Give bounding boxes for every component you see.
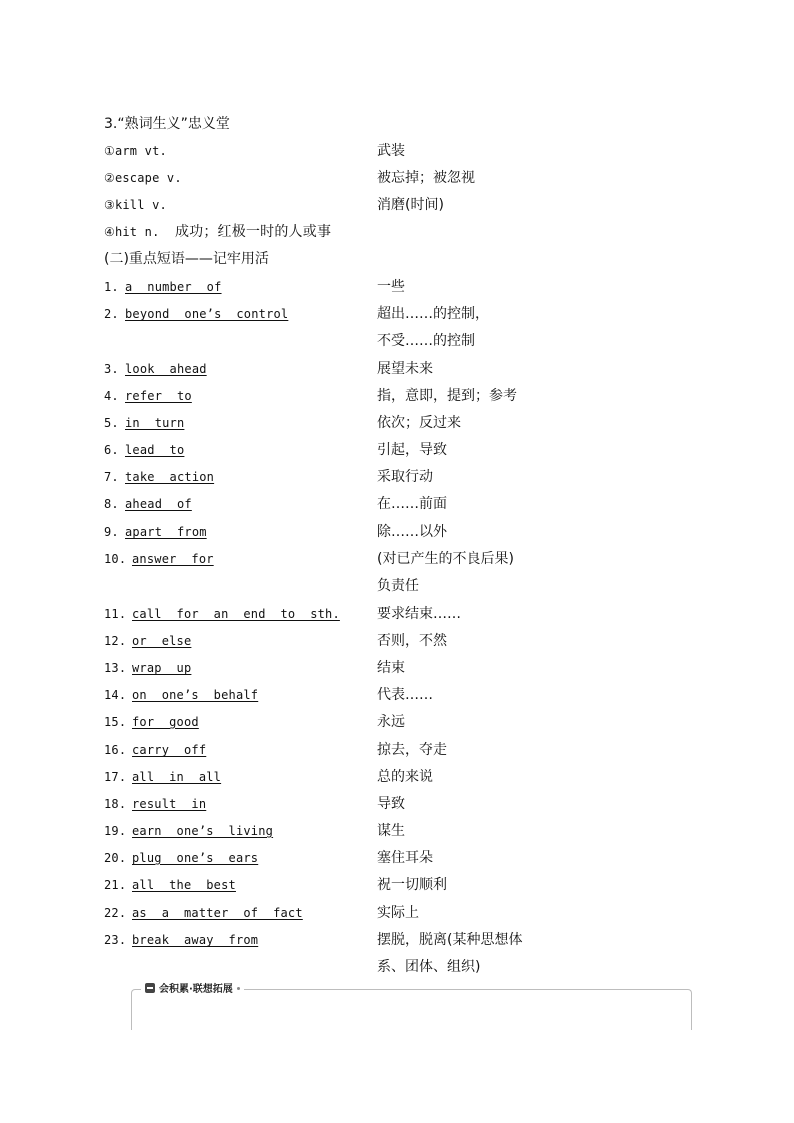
phrase-number: 6. (104, 443, 119, 457)
phrase-meaning: 祝一切顺利 (377, 877, 447, 893)
phrase-text: call for an end to sth. (132, 607, 340, 621)
phrase-number: 9. (104, 525, 119, 539)
phrase-number: 11. (104, 607, 127, 621)
phrase-text: beyond one’s control (125, 307, 289, 321)
dot-icon (237, 987, 240, 990)
phrase-meaning: 掠去，夺走 (377, 742, 447, 758)
phrase-number: 8. (104, 497, 119, 511)
phrase-meaning: 否则，不然 (377, 633, 447, 649)
phrase-number: 16. (104, 743, 127, 757)
phrase-meaning: 结束 (377, 660, 405, 676)
phrase-row (104, 874, 236, 896)
phrase-number: 10. (104, 552, 127, 566)
section3-title: 3.“熟词生义”忠义堂 (104, 116, 230, 132)
phrase-row (104, 385, 192, 407)
phrase-row (104, 303, 288, 325)
phrase-meaning: 系、团体、组织) (377, 959, 481, 975)
word-item-meaning: 被忘掉；被忽视 (377, 170, 475, 186)
phrase-text: look ahead (125, 362, 207, 376)
phrase-row (104, 739, 206, 761)
phrase-number: 20. (104, 851, 127, 865)
phrase-meaning: 采取行动 (377, 469, 433, 485)
phrase-text: all in all (132, 770, 222, 784)
phrase-row (104, 630, 191, 652)
word-item-text: ③kill v. (104, 198, 167, 212)
phrase-row (104, 929, 258, 951)
word-item-4 (104, 221, 331, 243)
phrase-text: or else (132, 634, 192, 648)
word-item-meaning: 成功；红极一时的人或事 (174, 224, 332, 240)
phrase-row (104, 439, 184, 461)
phrase-row (104, 276, 222, 298)
phrase-number: 14. (104, 688, 127, 702)
phrase-meaning: 谋生 (377, 823, 405, 839)
phrase-meaning: 导致 (377, 796, 405, 812)
phrase-text: wrap up (132, 661, 192, 675)
phrase-row (104, 521, 207, 543)
phrase-text: plug one’s ears (132, 851, 259, 865)
phrase-row (104, 902, 303, 924)
phrase-row (104, 684, 258, 706)
phrase-meaning: 要求结束…… (377, 606, 461, 622)
word-item-2 (104, 167, 182, 189)
phrase-text: all the best (132, 878, 236, 892)
phrase-row (104, 493, 192, 515)
phrase-meaning: 代表…… (377, 687, 433, 703)
phrase-text: earn one’s living (132, 824, 274, 838)
expansion-box-title (141, 982, 244, 998)
phrase-number: 1. (104, 280, 119, 294)
phrase-text: carry off (132, 743, 207, 757)
word-item-meaning: 消磨(时间) (377, 197, 444, 213)
phrase-text: on one’s behalf (132, 688, 259, 702)
phrase-number: 12. (104, 634, 127, 648)
phrase-meaning: 展望未来 (377, 361, 433, 377)
phrase-number: 21. (104, 878, 127, 892)
phrase-number: 2. (104, 307, 119, 321)
phrase-text: answer for (132, 552, 214, 566)
phrase-text: refer to (125, 389, 192, 403)
word-item-text: ④hit n. (104, 225, 160, 239)
phrase-meaning: 指，意即，提到；参考 (377, 388, 517, 404)
phrase-number: 5. (104, 416, 119, 430)
phrase-number: 22. (104, 906, 127, 920)
phrase-meaning: (对已产生的不良后果) (377, 551, 514, 567)
phrase-text: a number of (125, 280, 222, 294)
phrase-text: as a matter of fact (132, 906, 303, 920)
word-item-3 (104, 194, 167, 216)
phrase-text: ahead of (125, 497, 192, 511)
phrase-number: 15. (104, 715, 127, 729)
phrase-row (104, 412, 184, 434)
phrase-number: 19. (104, 824, 127, 838)
phrase-meaning: 除……以外 (377, 524, 447, 540)
phrase-row (104, 793, 206, 815)
phrase-meaning: 在……前面 (377, 496, 447, 512)
phrase-row (104, 847, 258, 869)
expansion-box-label: 会积累·联想拓展 (159, 984, 233, 995)
phrase-text: lead to (125, 443, 185, 457)
phrase-number: 3. (104, 362, 119, 376)
phrase-meaning: 负责任 (377, 578, 419, 594)
word-item-1 (104, 140, 167, 162)
phrase-text: break away from (132, 933, 259, 947)
phrase-row (104, 548, 214, 570)
phrase-number: 23. (104, 933, 127, 947)
phrase-row (104, 657, 191, 679)
phrase-number: 7. (104, 470, 119, 484)
word-item-text: ①arm vt. (104, 144, 167, 158)
phrases-section-title: (二)重点短语——记牢用活 (104, 251, 269, 267)
phrase-text: apart from (125, 525, 207, 539)
word-item-meaning: 武装 (377, 143, 405, 159)
phrase-meaning: 永远 (377, 714, 405, 730)
phrase-row (104, 766, 221, 788)
phrase-row (104, 603, 340, 625)
phrase-row (104, 711, 199, 733)
phrase-number: 13. (104, 661, 127, 675)
phrase-row (104, 358, 207, 380)
phrase-text: for good (132, 715, 199, 729)
phrase-number: 17. (104, 770, 127, 784)
phrase-meaning: 不受……的控制 (377, 333, 475, 349)
word-item-text: ②escape v. (104, 171, 182, 185)
phrase-meaning: 总的来说 (377, 769, 433, 785)
phrase-text: in turn (125, 416, 185, 430)
phrase-meaning: 超出……的控制， (377, 306, 489, 322)
phrase-meaning: 一些 (377, 279, 405, 295)
phrase-meaning: 依次；反过来 (377, 415, 461, 431)
phrase-number: 4. (104, 389, 119, 403)
phrase-meaning: 摆脱，脱离(某种思想体 (377, 932, 523, 948)
phrase-text: result in (132, 797, 207, 811)
phrase-row (104, 820, 273, 842)
phrase-text: take action (125, 470, 215, 484)
phrase-meaning: 实际上 (377, 905, 419, 921)
phrase-meaning: 引起，导致 (377, 442, 447, 458)
phrase-meaning: 塞住耳朵 (377, 850, 433, 866)
phrase-row (104, 466, 214, 488)
minus-box-icon (145, 983, 155, 993)
phrase-number: 18. (104, 797, 127, 811)
